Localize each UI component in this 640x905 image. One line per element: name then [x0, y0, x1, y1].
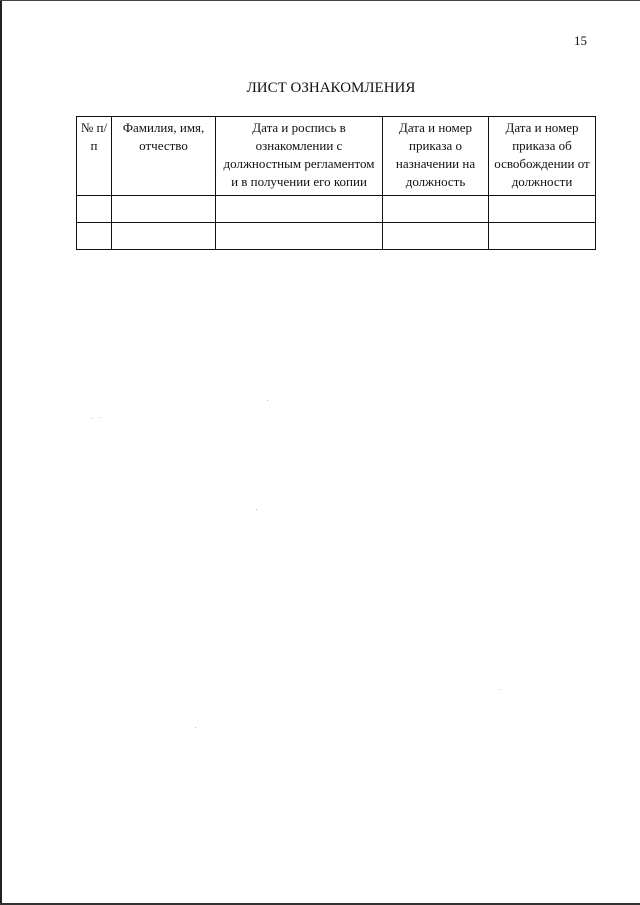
- page-edge-left: [0, 0, 2, 905]
- scan-speck: [195, 727, 196, 728]
- table-cell: [77, 223, 112, 250]
- header-number: № п/п: [77, 117, 112, 196]
- header-appointment-order: Дата и номер приказа о назначении на должность: [383, 117, 489, 196]
- table-cell: [383, 196, 489, 223]
- header-acknowledgment-signature: Дата и роспись в ознакомлении с должностным регламентом и в получении его копии: [216, 117, 383, 196]
- scan-speck: [267, 400, 268, 401]
- header-full-name: Фамилия, имя, отчество: [112, 117, 216, 196]
- table-cell: [77, 196, 112, 223]
- table-cell: [216, 223, 383, 250]
- table-cell: [489, 196, 596, 223]
- table-cell: [216, 196, 383, 223]
- scan-speck: [100, 417, 101, 418]
- table-row: [77, 196, 596, 223]
- scan-speck: [256, 509, 257, 510]
- table-cell: [489, 223, 596, 250]
- header-dismissal-order: Дата и номер приказа об освобождении от должности: [489, 117, 596, 196]
- header-row: [77, 117, 596, 196]
- table-header: [77, 117, 596, 196]
- page-edge-top: [0, 0, 640, 1]
- table-cell: [383, 223, 489, 250]
- table-cell: [112, 196, 216, 223]
- acknowledgment-table: [76, 116, 596, 250]
- scan-speck: [499, 689, 500, 690]
- page-number: 15: [574, 33, 587, 48]
- scan-speck: [92, 418, 93, 419]
- page-title: ЛИСТ ОЗНАКОМЛЕНИЯ: [246, 80, 416, 96]
- table-cell: [112, 223, 216, 250]
- table-row: [77, 223, 596, 250]
- table-body: [77, 196, 596, 250]
